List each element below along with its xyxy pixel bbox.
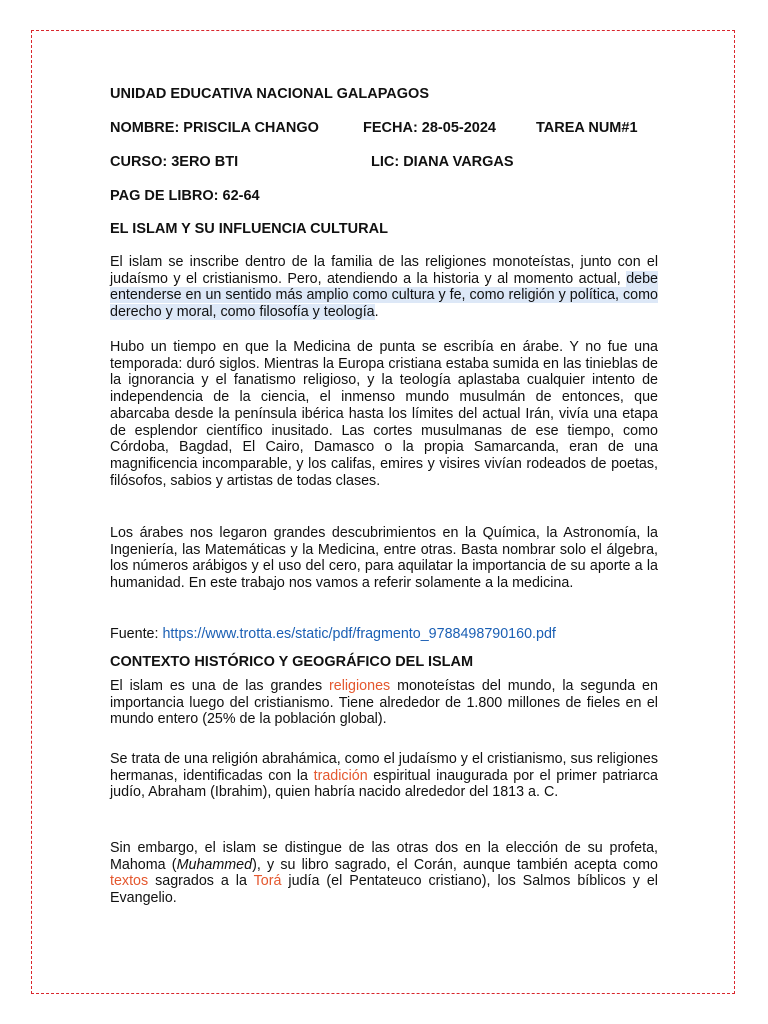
p2-text-b: espiritual inaugurada por el primer patriarca judío, Abraham (Ibrahim), quien habría nacido alrededor del 1813 a. C. bbox=[110, 767, 658, 801]
muhammed-italic: Muhammed bbox=[176, 856, 253, 873]
intro-end: . bbox=[374, 304, 379, 321]
student-name: NOMBRE: PRISCILA CHANGO bbox=[110, 120, 319, 136]
p3-text-a: Sin embargo, el islam se distingue de las otras dos en la elección de su profeta, Mahoma ( bbox=[110, 840, 658, 873]
p3-text-c: sagrados a la bbox=[155, 873, 247, 890]
section-title-islam-influencia: EL ISLAM Y SU INFLUENCIA CULTURAL bbox=[110, 221, 388, 237]
paragraph-profeta bbox=[110, 840, 658, 907]
school-name: UNIDAD EDUCATIVA NACIONAL GALAPAGOS bbox=[110, 86, 429, 102]
p3-text-d: judía (el Pentateuco cristiano), los Salmos bíblicos y el Evangelio. bbox=[110, 873, 658, 907]
source-label: Fuente: bbox=[110, 626, 159, 642]
teacher: LIC: DIANA VARGAS bbox=[371, 154, 514, 170]
paragraph-religiones bbox=[110, 678, 658, 728]
tradicion-link[interactable]: tradición bbox=[313, 767, 368, 784]
intro-text: El islam se inscribe dentro de la familia de las religiones monoteístas, junto con el judaísmo y el cristianismo. Pero, atendiendo a la historia y al momento actual, bbox=[110, 254, 658, 287]
paragraph-descubrimientos: Los árabes nos legaron grandes descubrimientos en la Química, la Astronomía, la Ingeniería, las Matemáticas y la Medicina, entre otras. Basta nombrar solo el álgebra, los números arábigos y el uso del cero, para aquilatar la importancia de su aporte a la humanidad. En este trabajo nos vamos a referir solamente a la medicina. bbox=[110, 525, 658, 592]
p1-text-a: El islam es una de las grandes bbox=[110, 678, 323, 694]
source-link[interactable]: https://www.trotta.es/static/pdf/fragmento_9788498790160.pdf bbox=[162, 626, 556, 642]
highlighted-text: debe entenderse en un sentido más amplio como cultura y fe, como religión y política, como derecho y moral, como filosofía y teología bbox=[110, 270, 658, 321]
course: CURSO: 3ERO BTI bbox=[110, 154, 239, 170]
religiones-link[interactable]: religiones bbox=[328, 678, 391, 694]
assignment-number: TAREA NUM#1 bbox=[536, 120, 638, 136]
date: FECHA: 28-05-2024 bbox=[363, 120, 496, 136]
paragraph-medicina: Hubo un tiempo en que la Medicina de punta se escribía en árabe. Y no fue una temporada: duró siglos. Mientras la Europa cristiana estaba sumida en las tinieblas de la ignorancia y el fanatismo religioso, y la teología aplastaba cualquier intento de independencia de la ciencia, el inmenso mundo musulmán de entonces, que abarcaba desde la península ibérica hasta los límites del actual Irán, vivía una etapa de esplendor científico inusitado. Las cortes musulmanas de ese tiempo, como Córdoba, Bagdad, El Cairo, Damasco o la propia Samarcanda, eran de una magnificencia incomparable, y los califas, emires y visires vivían rodeados de poetas, filósofos, sabios y artistas de todas clases. bbox=[110, 339, 658, 489]
paragraph-intro bbox=[110, 254, 658, 321]
textos-link[interactable]: textos bbox=[110, 873, 149, 890]
book-pages: PAG DE LIBRO: 62-64 bbox=[110, 188, 260, 204]
p2-text-a: Se trata de una religión abrahámica, como el judaísmo y el cristianismo, sus religiones hermanas, identificadas con la bbox=[110, 751, 658, 784]
source-line bbox=[110, 626, 658, 643]
tora-link[interactable]: Torá bbox=[253, 873, 282, 890]
section-title-contexto: CONTEXTO HISTÓRICO Y GEOGRÁFICO DEL ISLAM bbox=[110, 654, 474, 670]
paragraph-abrahamica bbox=[110, 751, 658, 801]
p3-text-b: ), y su libro sagrado, el Corán, aunque también acepta como bbox=[252, 856, 659, 873]
p1-text-b: monoteístas del mundo, la segunda en importancia luego del cristianismo. Tiene alrededor de 1.800 millones de fieles en el mundo entero (25% de la población global). bbox=[110, 678, 658, 728]
